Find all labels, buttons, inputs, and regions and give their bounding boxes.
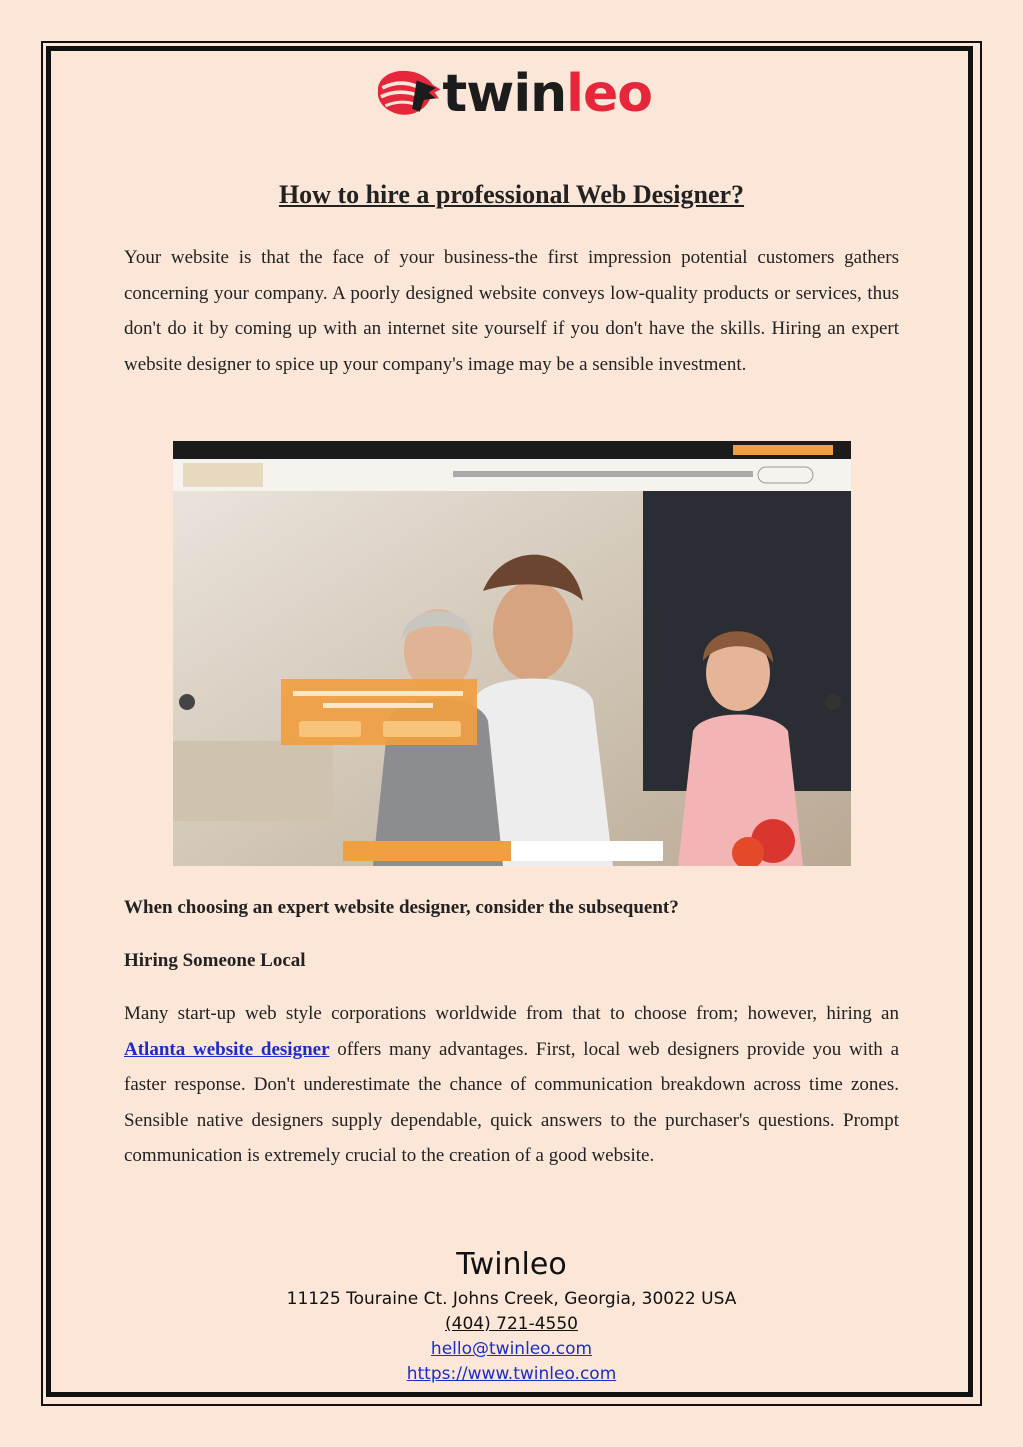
footer-phone[interactable]: (404) 721-4550 <box>445 1314 578 1334</box>
footer-company: Twinleo <box>456 1247 567 1282</box>
atlanta-website-designer-link[interactable]: Atlanta website designer <box>124 1038 330 1060</box>
section-text-after: offers many advantages. First, local web designers provide you with a faster response. Don't underestimate the chance of communication breakdown across time zones. Sensible native designers supply dependable, quick answers to the purchaser's questions. Prompt communication is extremely crucial to the creation of a good website. <box>124 1038 899 1166</box>
intro-paragraph: Your website is that the face of your business-the first impression potential customers gathers concerning your company. A poorly designed website conveys low-quality products or services, thus don't do it by coming up with an internet site yourself if you don't have the skills. Hiring an expert website designer to spice up your company's image may be a sensible investment. <box>124 247 899 375</box>
footer-email-link[interactable]: hello@twinleo.com <box>430 1339 593 1359</box>
footer-website-link[interactable]: https://www.twinleo.com <box>406 1364 617 1384</box>
footer-address: 11125 Touraine Ct. Johns Creek, Georgia, 30022 USA <box>286 1289 737 1309</box>
contact-footer <box>0 1243 1023 1387</box>
logo-text-twin: twin <box>442 63 567 124</box>
logo-text-leo: leo <box>566 63 652 124</box>
website-screenshot-image <box>173 441 851 866</box>
section-paragraph <box>124 996 899 1174</box>
question-heading: When choosing an expert website designer, consider the subsequent? <box>124 897 679 918</box>
section-text-before: Many start-up web style corporations worldwide from that to choose from; however, hiring an <box>124 1003 899 1024</box>
lion-head-icon <box>372 56 446 131</box>
twinleo-logo <box>372 56 652 131</box>
article-title: How to hire a professional Web Designer? <box>278 180 745 209</box>
section-heading: Hiring Someone Local <box>124 950 306 971</box>
